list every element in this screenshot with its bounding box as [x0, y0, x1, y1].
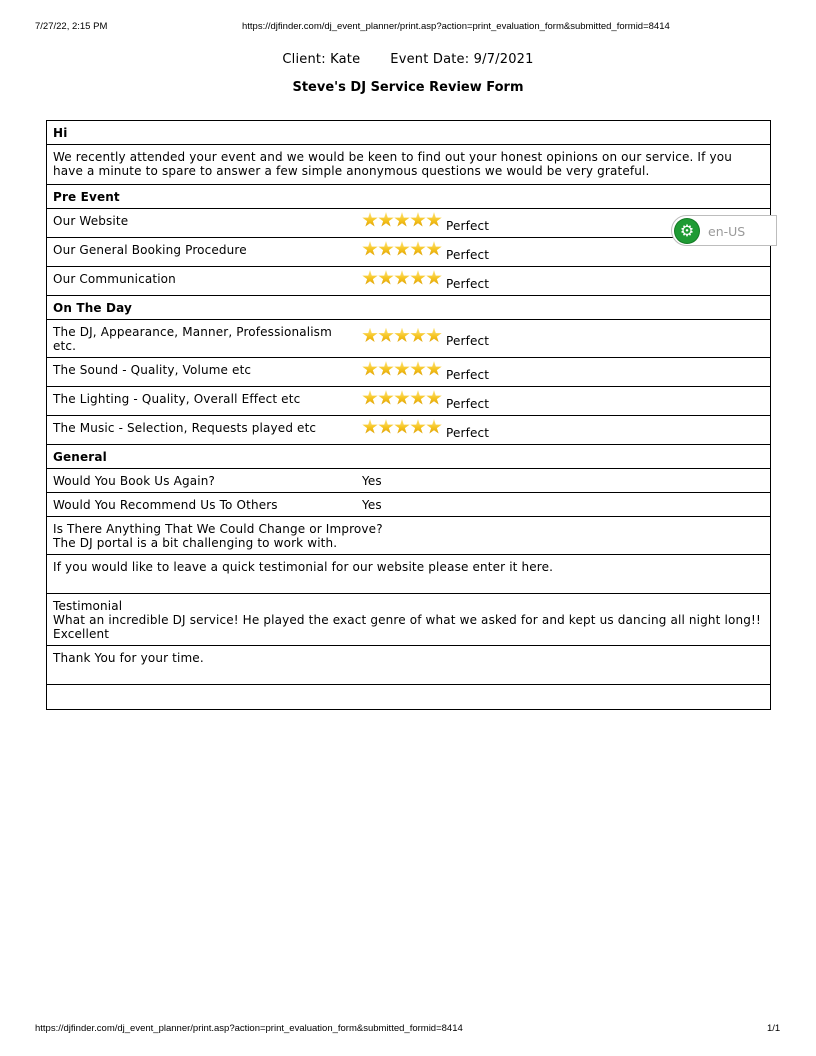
- rating-label: Perfect: [446, 367, 490, 382]
- thanks-text: Thank You for your time.: [47, 646, 771, 685]
- rating-row: [47, 416, 771, 445]
- intro-text: We recently attended your event and we would be keen to find out your honest opinions on our service. If you have a minute to spare to answer a few simple anonymous questions we would be very grateful.: [47, 145, 771, 185]
- star-icon: [378, 361, 394, 377]
- rating: [356, 416, 771, 445]
- star-icon: [426, 361, 442, 377]
- answer-value: Yes: [356, 469, 771, 493]
- star-icon: [378, 328, 394, 344]
- section-header-on-the-day: [47, 296, 771, 320]
- print-header-datetime: 7/27/22, 2:15 PM: [35, 21, 108, 32]
- rating-label: Perfect: [446, 218, 490, 233]
- star-icon: [362, 270, 378, 286]
- star-icon: [394, 270, 410, 286]
- star-icon: [410, 390, 426, 406]
- answer-row: [47, 493, 771, 517]
- answer-value: Yes: [356, 493, 771, 517]
- testimonial-label: Testimonial: [53, 599, 123, 613]
- rating: [356, 267, 771, 296]
- star-icon: [394, 241, 410, 257]
- star-icon: [410, 361, 426, 377]
- language-widget[interactable]: [671, 215, 777, 246]
- rating-label: Perfect: [446, 334, 490, 348]
- improve-answer: The DJ portal is a bit challenging to work with.: [53, 536, 338, 550]
- question-label: The Music - Selection, Requests played etc: [47, 416, 357, 445]
- star-icon: [362, 212, 378, 228]
- star-icon: [410, 328, 426, 344]
- star-icon: [378, 241, 394, 257]
- event-date-label: Event Date: 9/7/2021: [390, 52, 534, 67]
- star-icon: [426, 419, 442, 435]
- rating-label: Perfect: [446, 425, 490, 440]
- print-header-url: https://djfinder.com/dj_event_planner/print.asp?action=print_evaluation_form&submitted_formid=8414: [242, 21, 670, 32]
- star-icon: [426, 390, 442, 406]
- rating-label: Perfect: [446, 276, 490, 291]
- rating-row: [47, 209, 771, 238]
- star-rating: [362, 241, 442, 260]
- section-title: Pre Event: [47, 185, 771, 209]
- star-icon: [362, 241, 378, 257]
- empty-row: [47, 685, 771, 710]
- star-rating: [362, 390, 442, 409]
- gear-icon[interactable]: ⚙: [675, 219, 699, 243]
- rating-label: Perfect: [446, 396, 490, 411]
- star-icon: [362, 390, 378, 406]
- star-icon: [410, 419, 426, 435]
- star-icon: [394, 419, 410, 435]
- star-icon: [378, 270, 394, 286]
- star-icon: [410, 212, 426, 228]
- answer-row: [47, 469, 771, 493]
- star-rating: [362, 328, 442, 347]
- star-rating: [362, 419, 442, 438]
- question-label: Would You Book Us Again?: [47, 469, 357, 493]
- improve-row: [47, 517, 771, 555]
- star-icon: [426, 328, 442, 344]
- question-label: Our General Booking Procedure: [47, 238, 357, 267]
- improve-cell: [47, 517, 771, 555]
- testimonial-row: [47, 594, 771, 646]
- star-rating: [362, 212, 442, 231]
- question-label: The Sound - Quality, Volume etc: [47, 358, 357, 387]
- testimonial-prompt-row: [47, 555, 771, 594]
- star-icon: [362, 419, 378, 435]
- thanks-row: [47, 646, 771, 685]
- rating-row: [47, 320, 771, 358]
- star-icon: [362, 361, 378, 377]
- question-label: The DJ, Appearance, Manner, Professionalism etc.: [47, 320, 357, 358]
- question-label: Our Communication: [47, 267, 357, 296]
- star-icon: [410, 241, 426, 257]
- rating: [356, 387, 771, 416]
- star-icon: [378, 390, 394, 406]
- client-label: Client: Kate: [282, 52, 361, 67]
- star-icon: [394, 361, 410, 377]
- rating-label: Perfect: [446, 247, 490, 262]
- section-header-pre-event: [47, 185, 771, 209]
- star-icon: [394, 212, 410, 228]
- star-icon: [410, 270, 426, 286]
- review-form-table: [46, 120, 771, 710]
- language-label: en-US: [708, 224, 746, 239]
- rating-row: [47, 267, 771, 296]
- star-rating: [362, 270, 442, 289]
- rating-row: [47, 358, 771, 387]
- greeting-text: Hi: [47, 121, 771, 145]
- print-footer-page: 1/1: [767, 1023, 781, 1034]
- star-icon: [426, 270, 442, 286]
- intro-row: [47, 145, 771, 185]
- rating-row: [47, 238, 771, 267]
- print-footer-url: https://djfinder.com/dj_event_planner/print.asp?action=print_evaluation_form&submitted_formid=8414: [35, 1023, 463, 1034]
- testimonial-text: What an incredible DJ service! He played the exact genre of what we asked for and kept us dancing all night long!! Excellent: [53, 613, 761, 641]
- greeting-row: [47, 121, 771, 145]
- star-icon: [426, 241, 442, 257]
- star-icon: [394, 328, 410, 344]
- rating-row: [47, 387, 771, 416]
- star-icon: [362, 328, 378, 344]
- section-title: General: [47, 445, 771, 469]
- star-rating: [362, 361, 442, 380]
- form-title: Steve's DJ Service Review Form: [292, 80, 524, 95]
- improve-question: Is There Anything That We Could Change or Improve?: [53, 522, 383, 536]
- section-title: On The Day: [47, 296, 771, 320]
- question-label: Our Website: [47, 209, 357, 238]
- section-header-general: [47, 445, 771, 469]
- star-icon: [394, 390, 410, 406]
- testimonial-prompt: If you would like to leave a quick testimonial for our website please enter it here.: [47, 555, 771, 594]
- question-label: The Lighting - Quality, Overall Effect etc: [47, 387, 357, 416]
- star-icon: [426, 212, 442, 228]
- empty-cell: [47, 685, 771, 710]
- rating: [356, 320, 771, 358]
- rating: [356, 358, 771, 387]
- testimonial-cell: [47, 594, 771, 646]
- star-icon: [378, 419, 394, 435]
- question-label: Would You Recommend Us To Others: [47, 493, 357, 517]
- client-event-line: [0, 52, 816, 67]
- star-icon: [378, 212, 394, 228]
